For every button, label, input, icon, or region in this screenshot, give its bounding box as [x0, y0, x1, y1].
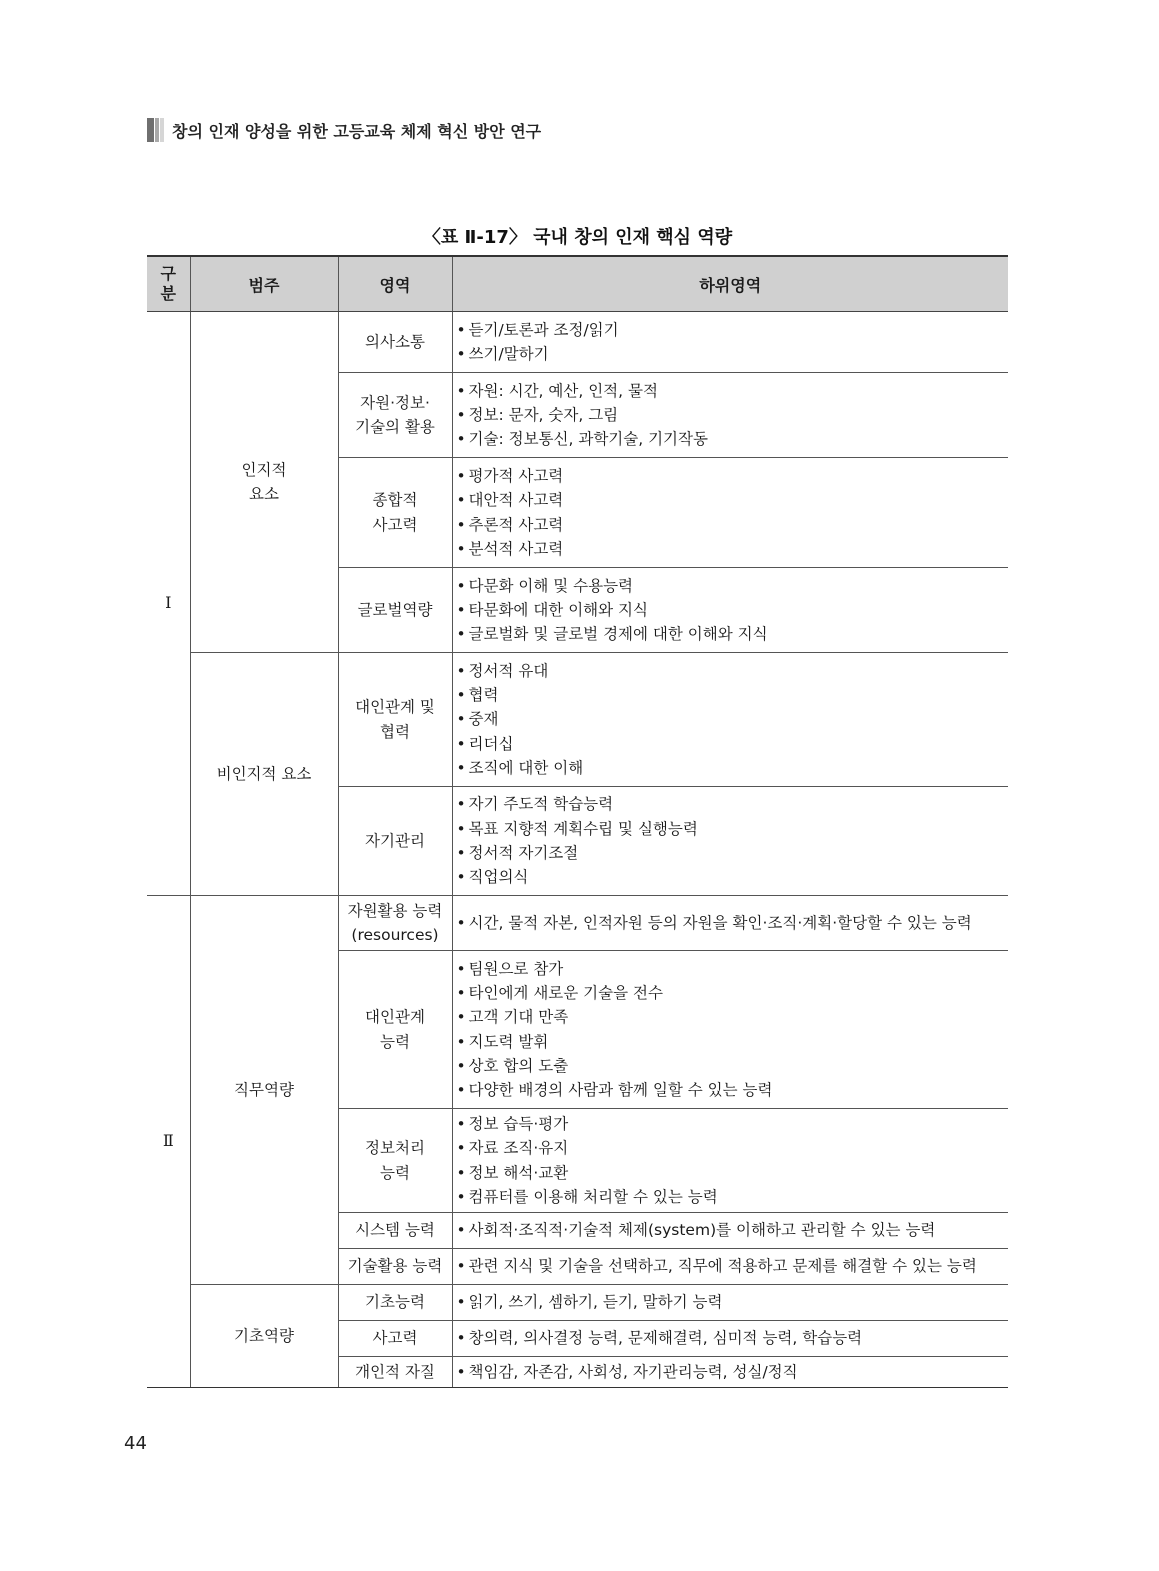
subarea-cell — [452, 1213, 1008, 1249]
table-row — [147, 312, 1008, 373]
table-row — [147, 1285, 1008, 1321]
list-item: • 관련 지식 및 기술을 선택하고, 직무에 적용하고 문제를 해결할 수 있는 능력 — [457, 1254, 1009, 1278]
category-label: 비인지적 요소 — [190, 653, 338, 896]
subarea-cell — [452, 568, 1008, 653]
category-label: 인지적 요소 — [190, 312, 338, 653]
list-item: • 컴퓨터를 이용해 처리할 수 있는 능력 — [457, 1185, 1009, 1209]
table-caption: 〈표 Ⅱ-17〉 국내 창의 인재 핵심 역량 — [422, 227, 733, 248]
category-label: 기초역량 — [190, 1285, 338, 1388]
list-item: • 평가적 사고력 — [457, 464, 1009, 488]
running-header — [147, 118, 541, 142]
list-item: • 글로벌화 및 글로벌 경제에 대한 이해와 지식 — [457, 622, 1009, 646]
subarea-cell — [452, 653, 1008, 787]
list-item: • 직업의식 — [457, 865, 1009, 889]
list-item: • 추론적 사고력 — [457, 513, 1009, 537]
list-item: • 사회적·조직적·기술적 체제(system)를 이해하고 관리할 수 있는 능력 — [457, 1218, 1009, 1242]
list-item: • 리더십 — [457, 732, 1009, 756]
list-item: • 정서적 유대 — [457, 659, 1009, 683]
header-category: 범주 — [190, 256, 338, 312]
list-item: • 지도력 발휘 — [457, 1030, 1009, 1054]
running-header-title: 창의 인재 양성을 위한 고등교육 체제 혁신 방안 연구 — [172, 121, 542, 141]
header-bars-decoration — [147, 118, 164, 142]
subarea-cell — [452, 787, 1008, 896]
subarea-cell — [452, 896, 1008, 951]
list-item: • 듣기/토론과 조정/읽기 — [457, 318, 1009, 342]
area-cell: 자원·정보· 기술의 활용 — [338, 373, 452, 458]
table-row — [147, 896, 1008, 951]
page-number: 44 — [124, 1433, 147, 1454]
area-cell: 대인관계 및 협력 — [338, 653, 452, 787]
area-cell: 기초능력 — [338, 1285, 452, 1321]
list-item: • 고객 기대 만족 — [457, 1005, 1009, 1029]
list-item: • 대안적 사고력 — [457, 488, 1009, 512]
list-item: • 중재 — [457, 707, 1009, 731]
list-item: • 분석적 사고력 — [457, 537, 1009, 561]
area-cell: 정보처리 능력 — [338, 1109, 452, 1213]
list-item: • 상호 합의 도출 — [457, 1054, 1009, 1078]
list-item: • 조직에 대한 이해 — [457, 756, 1009, 780]
list-item: • 시간, 물적 자본, 인적자원 등의 자원을 확인·조직·계획·할당할 수 있는 능력 — [457, 911, 1009, 935]
list-item: • 책임감, 자존감, 사회성, 자기관리능력, 성실/정직 — [457, 1360, 1009, 1384]
list-item: • 쓰기/말하기 — [457, 342, 1009, 366]
list-item: • 자료 조직·유지 — [457, 1136, 1009, 1160]
subarea-cell — [452, 458, 1008, 568]
list-item: • 정보 해석·교환 — [457, 1161, 1009, 1185]
list-item: • 타인에게 새로운 기술을 전수 — [457, 981, 1009, 1005]
area-cell: 사고력 — [338, 1321, 452, 1357]
subarea-cell — [452, 373, 1008, 458]
area-cell: 대인관계 능력 — [338, 951, 452, 1109]
list-item: • 읽기, 쓰기, 셈하기, 듣기, 말하기 능력 — [457, 1290, 1009, 1314]
area-cell: 자기관리 — [338, 787, 452, 896]
group-label: Ⅱ — [147, 896, 190, 1388]
subarea-cell — [452, 1109, 1008, 1213]
list-item: • 다문화 이해 및 수용능력 — [457, 574, 1009, 598]
subarea-cell — [452, 1357, 1008, 1388]
area-cell: 글로벌역량 — [338, 568, 452, 653]
list-item: • 팀원으로 참가 — [457, 957, 1009, 981]
subarea-cell — [452, 1249, 1008, 1285]
area-cell: 종합적 사고력 — [338, 458, 452, 568]
list-item: • 정보 습득·평가 — [457, 1112, 1009, 1136]
area-cell: 자원활용 능력 (resources) — [338, 896, 452, 951]
list-item: • 다양한 배경의 사람과 함께 일할 수 있는 능력 — [457, 1078, 1009, 1102]
table-row — [147, 653, 1008, 787]
category-label: 직무역량 — [190, 896, 338, 1285]
list-item: • 기술: 정보통신, 과학기술, 기기작동 — [457, 427, 1009, 451]
area-cell: 의사소통 — [338, 312, 452, 373]
list-item: • 정보: 문자, 숫자, 그림 — [457, 403, 1009, 427]
subarea-cell — [452, 951, 1008, 1109]
competency-table — [147, 255, 1008, 1388]
header-area: 영역 — [338, 256, 452, 312]
area-cell: 기술활용 능력 — [338, 1249, 452, 1285]
list-item: • 자기 주도적 학습능력 — [457, 792, 1009, 816]
group-label: Ⅰ — [147, 312, 190, 896]
list-item: • 창의력, 의사결정 능력, 문제해결력, 심미적 능력, 학습능력 — [457, 1326, 1009, 1350]
subarea-cell — [452, 1321, 1008, 1357]
table-header-row — [147, 256, 1008, 312]
header-subarea: 하위영역 — [452, 256, 1008, 312]
subarea-cell — [452, 1285, 1008, 1321]
list-item: • 타문화에 대한 이해와 지식 — [457, 598, 1009, 622]
area-cell: 시스템 능력 — [338, 1213, 452, 1249]
subarea-cell — [452, 312, 1008, 373]
header-gubun: 구 분 — [147, 256, 190, 312]
list-item: • 목표 지향적 계획수립 및 실행능력 — [457, 817, 1009, 841]
list-item: • 정서적 자기조절 — [457, 841, 1009, 865]
list-item: • 자원: 시간, 예산, 인적, 물적 — [457, 379, 1009, 403]
list-item: • 협력 — [457, 683, 1009, 707]
area-cell: 개인적 자질 — [338, 1357, 452, 1388]
